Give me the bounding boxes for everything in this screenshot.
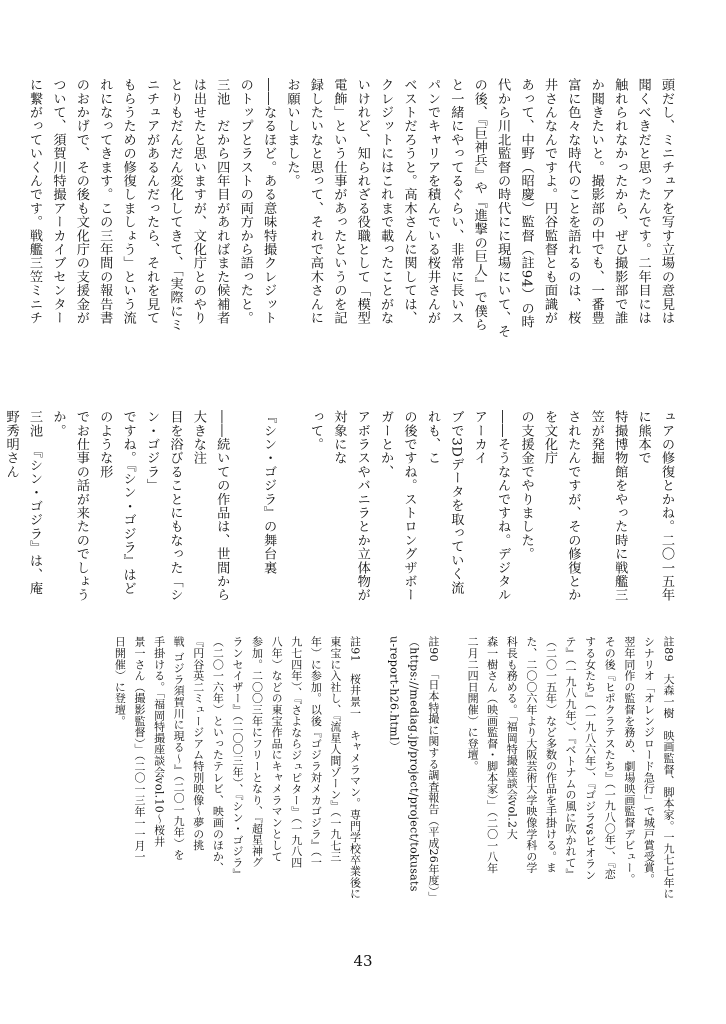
page-number: 43	[353, 952, 373, 970]
interview-column-top: 頭だし、ミニチュアを写す立場の意見は 聞くべきだと思ったんです。二年目には 触れられなかったから、ぜひ撮影部で誰 か聞きたいと。撮影部の中でも、一番豊 富に色々な時代のことを語れるのは、桜 井さんなんですよ。円谷監督とも面識が あって、中野（昭慶）監督（註94）の時 代から川北監督の時代にに現場にいて、そ の後、『巨神兵』や『進撃の巨人』で僕ら と一緒にやってるぐらい、非常に長いス パンでキャリアを積んでいる桜井さんが ベストだろうと。高木さんに関しては、 クレジットにはこれまで載ったことがな いけれど、知られざる役職として「模型 電飾」という仕事があったというのを記 録したいなと思って、それで高木さんに お願いしました。 ――なるほど。ある意味特撮クレジット のトップとラストの両方から語ったと。 三池 だから四年目があればまた候補者 は出せたと思いますが、文化庁とのやり とりもだんだん変化してきて、「実際にミ ニチュアがあるんだったら、それを見て もらうための修復しましょう」という流 れになってきます。この三年間の報告書 のおかげで、その後も文化庁の支援金が ついて、須賀川特撮アーカイブセンター に繋がっていくんです。戦艦三笠ミニチ	[27, 78, 674, 339]
interview-column-bottom: ュアの修復とかね。二〇一五年に熊本で 特撮博物館をやった時に戦艦三笠が発掘 されたんですが、その修復とかを文化庁 の支援金でやりました。 ――そうなんですね。デジタルアーカイ ブで3Dデータを取っていく流れも、こ の後ですね。ストロングザボーガーとか、 アボラスやバニラとか立体物が対象にな って。 『シン・ゴジラ』の舞台裏 ――続いての作品は、世間から大きな注 目を浴びることにもなった「シン・ゴジラ」 ですね。『シン・ゴジラ』はどのような形 でお仕事の話が来たのでしょうか。 三池 『シン・ゴジラ』は、庵野秀明さん	[3, 410, 674, 602]
footnotes: 註89 大森一樹 映画監督、脚本家。一九七七年に シナリオ「オレンジロード急行」で城戸賞受賞。 翌年同作の監督を務め、劇場映画監督デビュー。 その後『ヒポクラテスたち』（一九八〇年）、『恋 する女たち』（一九八六年）、『ゴジラvsビオラン テ』（一九八九年）、『ベトナムの風に吹かれて』 （二〇一五年）など多数の作品を手掛ける。ま た、二〇〇六年より大阪芸術大学映像学科の学 科長も務める。「福岡特撮座談会vol.2大 森一樹さん（映画監督・脚本家）」（二〇一八年 二月二四日開催）に登壇。 註90 「日本特撮に関する調査報告（平成26年度）」 （https://mediag.jp/project/project/tokusats u-report-h26.html） 註91 桜井景一 キャメラマン。専門学校卒業後に 東宝に入社し、『流星人間ゾーン』（一九七三 年）に参加。以後『ゴジラ対メカゴジラ』（一 九七四年）、『さよならジュピター』（一九八四 八年）などの東宝作品にキャメラマンとして 参加。二〇〇三年にフリーとなり、『超星神グ ランセイザー』（二〇〇三年）、『シン・ゴジラ』 （二〇一六年）といったテレビ、映画のほか、 『円谷英二ミュージアム特別映像〜夢の挑 戦 ゴジラ須賀川に現る〜』（二〇一九年）を 手掛ける。「福岡特撮座談会vol.10〜桜井 景一さん（撮影監督）」（二〇一三年一一月一 日開催）に登壇。	[113, 636, 675, 903]
